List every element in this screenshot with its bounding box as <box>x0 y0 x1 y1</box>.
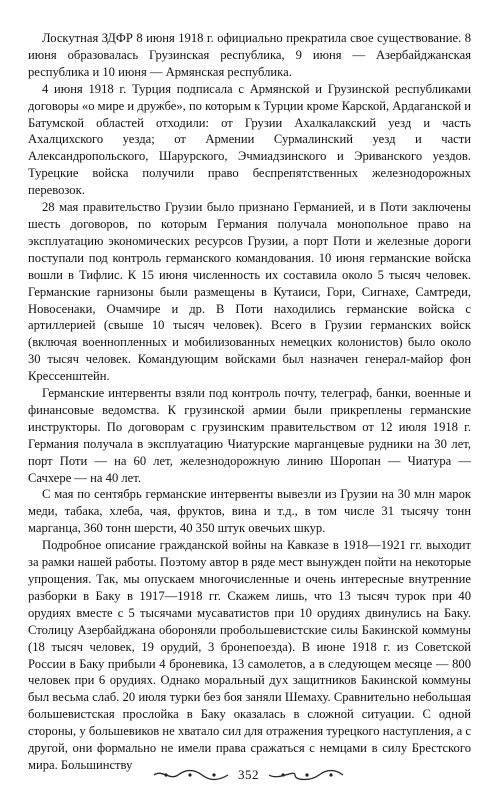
paragraph-2: 4 июня 1918 г. Турция подписала с Армянской и Грузинской республиками договоры «о мире и дружбе», по которым к Турции кроме Карской, Ардаганской и Батумской областей отходили: от Грузии Ахалкалакский уезд и часть Ахалцихского уезда; от Армении Сурмалинский уезд и части Александропольского, Шарурского, Эчмиадзинского и Эриванского уездов. Турецкие войска получили право беспрепятственных железнодорожных перевозок. <box>28 81 471 198</box>
paragraph-4: Германские интервенты взяли под контроль почту, телеграф, банки, военные и финансовые ведомства. К грузинской армии были прикреплены германские инструкторы. По договорам с грузинским правительством от 12 июля 1918 г. Германия получала в эксплуатацию Чиатурские марганцевые рудники на 30 лет, порт Поти — на 60 лет, железнодорожную линию Шоропан — Чиатура — Сачхере — на 40 лет. <box>28 386 471 485</box>
paragraph-6: Подробное описание гражданской войны на Кавказе в 1918—1921 гг. выходит за рамки нашей работы. Поэтому автор в ряде мест вынужден пойти на некоторые упрощения. Так, мы опускаем многочисленные и очень интересные внутренние разборки в Баку в 1917—1918 гг. Скажем лишь, что 13 тысяч турок при 40 орудиях вместе с 5 тысячами мусаватистов при 10 орудиях двинулись на Баку. Столицу Азербайджана обороняли пробольшевистские силы Бакинской коммуны (18 тысяч человек, 19 орудий, 3 бронепоезда). В июне 1918 г. из Советской России в Баку прибыли 4 броневика, 13 самолетов, а в следующем месяце — 800 человек при 6 орудиях. Однако моральный дух защитников Бакинской коммуны был весьма слаб. 20 июля турки без боя заняли Шемаху. Сравнительно небольшая большевистская прослойка в Баку оказалась в сложной ситуации. С одной стороны, у большевиков не хватало сил для отражения турецкого наступления, а с другой, они формально не имели права сражаться с немцами в силу Брестского мира. Большинству <box>28 538 471 772</box>
page-number: 352 <box>238 767 259 782</box>
right-ornament-icon <box>267 768 345 782</box>
paragraph-1: Лоскутная ЗДФР 8 июня 1918 г. официально прекратила свое существование. 8 июня образовалась Грузинская республика, 9 июня — Азербайджанская республика и 10 июня — Армянская республика. <box>28 31 471 79</box>
paragraph-3: 28 мая правительство Грузии было признано Германией, и в Поти заключены шесть договоров, по которым Германия получала монопольное право на эксплуатацию экономических ресурсов Грузии, а порт Поти и железные дороги поступали под контроль германского командования. 10 июня германские войска вошли в Тифлис. К 15 июня численность их составила около 5 тысяч человек. Германские гарнизоны были размещены в Кутаиси, Гори, Сигнахе, Самтреди, Новосенаки, Очамчире и др. В Поти находились германские войска с артиллерией (свыше 10 тысяч человек). Всего в Грузии германских войск (включая военнопленных и мобилизованных немецких колонистов) было около 30 тысяч человек. Командующим войсками был назначен генерал-майор фон Крессенштейн. <box>28 200 471 384</box>
paragraph-5: С мая по сентябрь германские интервенты вывезли из Грузии на 30 млн марок меди, табака, хлеба, чая, фруктов, вина и т.д., в том числе 31 тысячу тонн марганца, 360 тонн шерсти, 40 350 штук овечьих шкур. <box>28 487 471 536</box>
left-ornament-icon <box>152 768 230 782</box>
page-footer <box>0 767 497 783</box>
